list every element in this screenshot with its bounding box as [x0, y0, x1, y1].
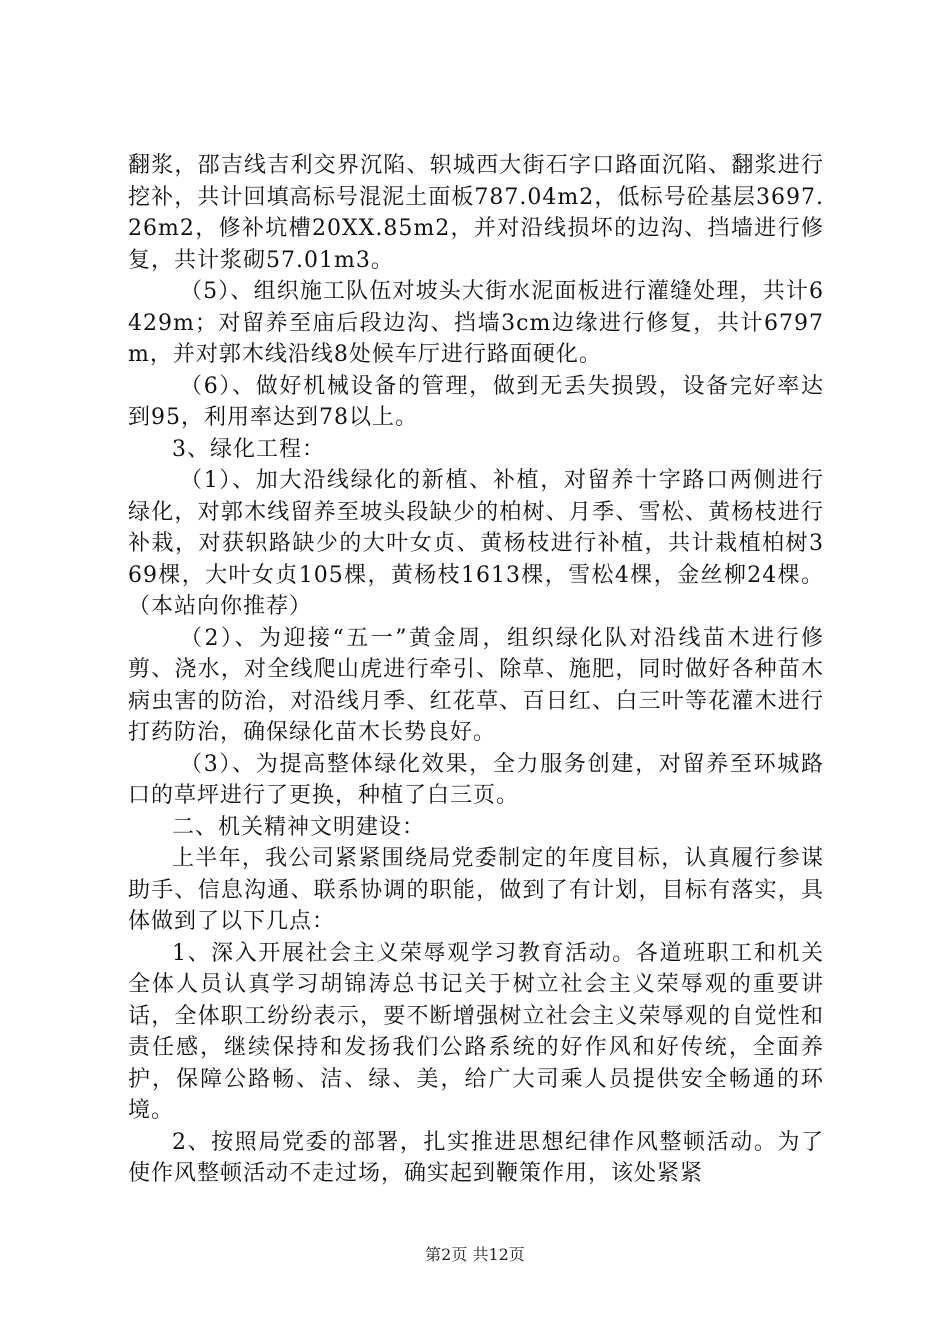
paragraph-item-6: （6）、做好机械设备的管理，做到无丢失损毁，设备完好率达到95，利用率达到78以上。 — [128, 373, 824, 430]
paragraph-greening-1: （1）、加大沿线绿化的新植、补植，对留养十字路口两侧进行绿化，对郭木线留养至坡头段缺少的柏树、月季、雪松、黄杨枝进行补栽，对获轵路缺少的大叶女贞、黄杨枝进行补植，共计栽植柏树369棵，大叶女贞105棵，黄杨枝1613棵，雪松4棵，金丝柳24棵。（本站向你推荐） — [128, 468, 824, 619]
paragraph-intro: 上半年，我公司紧紧围绕局党委制定的年度目标，认真履行参谋助手、信息沟通、联系协调的职能，做到了有计划，目标有落实，具体做到了以下几点： — [128, 846, 824, 934]
page-number-footer: 第2页 共12页 — [425, 1245, 525, 1264]
paragraph-item-5: （5）、组织施工队伍对坡头大街水泥面板进行灌缝处理，共计6429m；对留养至庙后段边沟、挡墙3cm边缘进行修复，共计6797m，并对郭木线沿线8处候车厅进行路面硬化。 — [128, 279, 824, 367]
paragraph-greening-3: （3）、为提高整体绿化效果，全力服务创建，对留养至环城路口的草坪进行了更换，种植了白三页。 — [128, 751, 824, 808]
paragraph-point-1: 1、深入开展社会主义荣辱观学习教育活动。各道班职工和机关全体人员认真学习胡锦涛总书记关于树立社会主义荣辱观的重要讲话，全体职工纷纷表示，要不断增强树立社会主义荣辱观的自觉性和责任感，继续保持和发扬我们公路系统的好作风和好传统，全面养护，保障公路畅、洁、绿、美，给广大司乘人员提供安全畅通的环境。 — [128, 940, 824, 1123]
document-body — [128, 150, 824, 1190]
section-heading-greening: 3、绿化工程： — [172, 436, 325, 462]
paragraph-point-2: 2、按照局党委的部署，扎实推进思想纪律作风整顿活动。为了使作风整顿活动不走过场，确实起到鞭策作用，该处紧紧 — [128, 1129, 824, 1186]
paragraph-greening-2: （2）、为迎接“五一”黄金周，组织绿化队对沿线苗木进行修剪、浇水，对全线爬山虎进行牵引、除草、施肥，同时做好各种苗木病虫害的防治，对沿线月季、红花草、百日红、白三叶等花灌木进行打药防治，确保绿化苗木长势良好。 — [128, 625, 824, 745]
section-heading-civilization: 二、机关精神文明建设： — [172, 814, 426, 840]
paragraph-continuation: 翻浆，邵吉线吉利交界沉陷、轵城西大街石字口路面沉陷、翻浆进行挖补，共计回填高标号混泥土面板787.04m2，低标号砼基层3697.26m2，修补坑槽20XX.85m2，并对沿线损坏的边沟、挡墙进行修复，共计浆砌57.01m3。 — [128, 153, 824, 273]
